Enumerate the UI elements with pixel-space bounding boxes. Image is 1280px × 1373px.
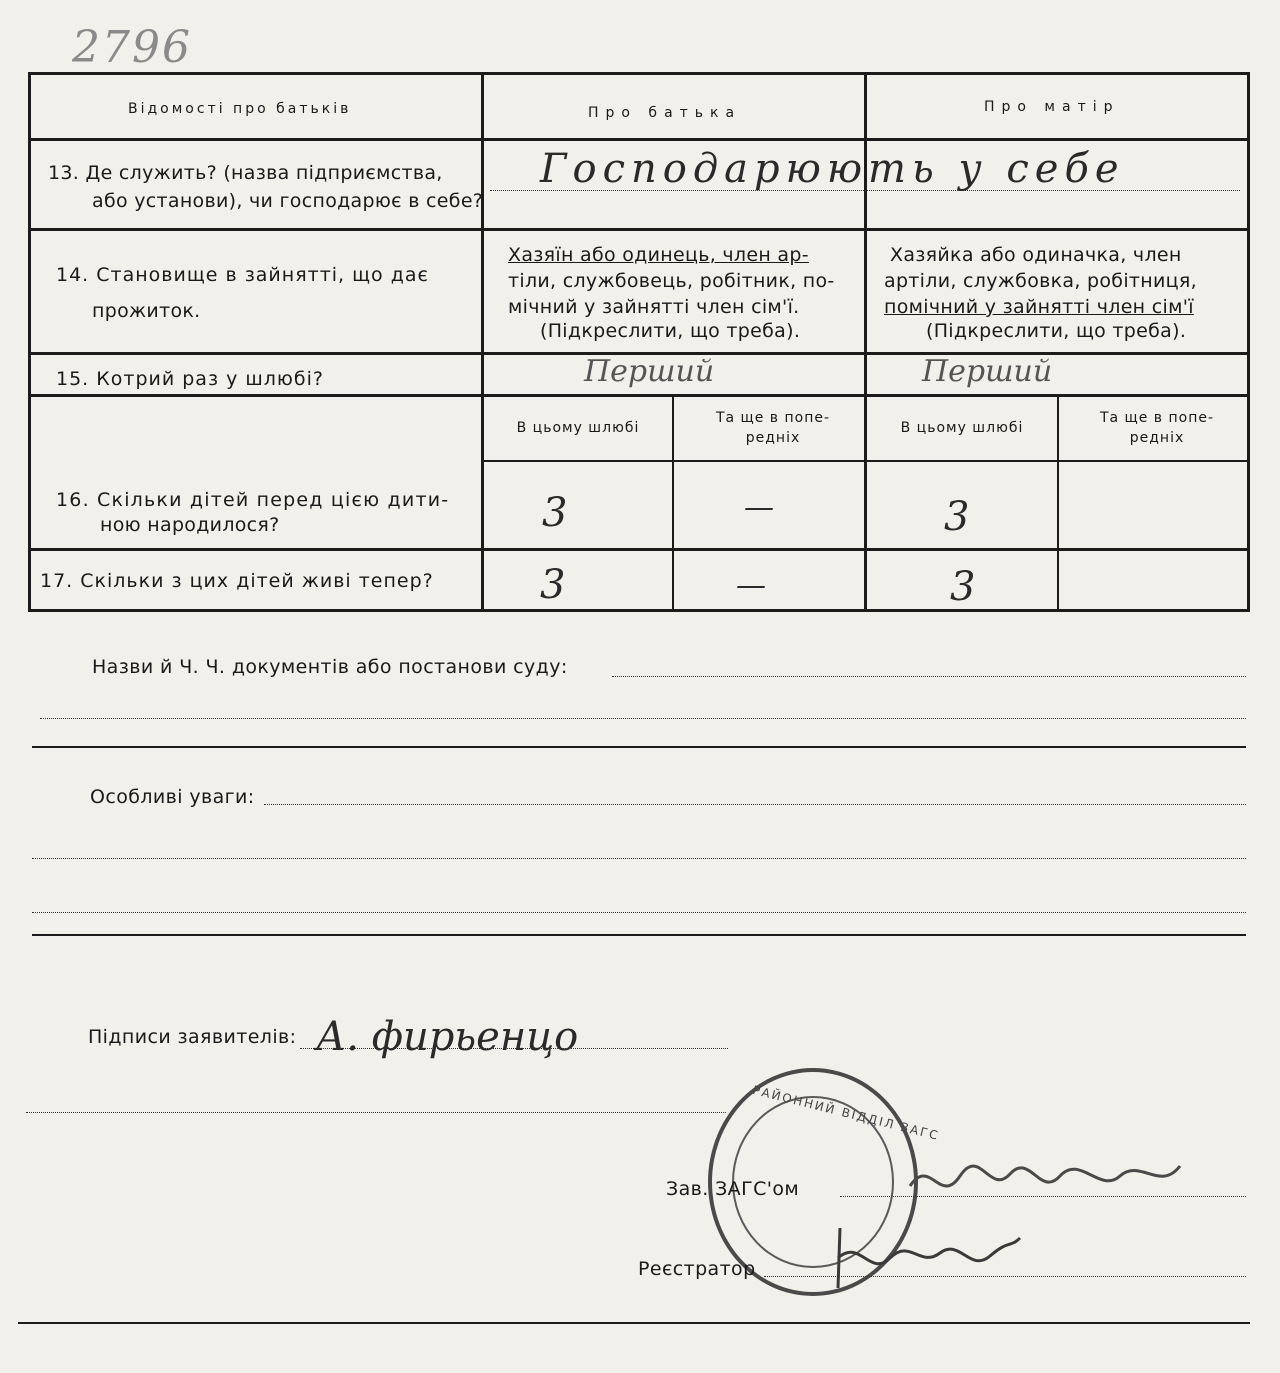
remarks-line-3 [32, 912, 1246, 913]
row15-father-value: Перший [584, 354, 715, 389]
row13-label-2: або установи), чи господарює в себе? [92, 190, 484, 212]
row13-label-1: 13. Де служить? (назва підприємства, [48, 162, 443, 184]
registrar-label: Реєстратор [638, 1258, 756, 1280]
father-occupation-1 [508, 242, 809, 269]
row15-mother-value: Перший [922, 354, 1053, 389]
father-sub-previous-2: редніх [745, 430, 801, 446]
header-info: Відомості про батьків [128, 101, 352, 117]
table-divider [1057, 394, 1059, 612]
registrar-signature [820, 1208, 1040, 1298]
signatures-line-2 [26, 1112, 726, 1113]
remarks-rule [32, 934, 1246, 936]
row17-label: 17. Скільки з цих дітей живі тепер? [40, 570, 434, 592]
table-divider [484, 460, 1250, 462]
remarks-label: Особливі уваги: [90, 786, 255, 808]
row17-father-current: 3 [540, 562, 566, 608]
mother-sub-previous-1: Та ще в попе- [1099, 410, 1215, 426]
mother-occupation-1: Хазяйка або одиначка, член [890, 244, 1182, 266]
mother-sub-previous-2: редніх [1129, 430, 1185, 446]
bottom-rule [18, 1322, 1250, 1324]
table-divider [28, 138, 1250, 141]
table-divider [28, 228, 1250, 231]
mother-occupation-2: артіли, службовка, робітниця, [884, 270, 1197, 292]
father-occupation-3: мічний у зайнятті член сім'ї. [508, 296, 800, 318]
table-divider [672, 394, 674, 612]
documents-label: Назви й Ч. Ч. документів або постанови суду: [92, 656, 568, 678]
row16-label-1: 16. Скільки дітей перед цією дити- [56, 489, 450, 511]
father-sub-previous-1: Та ще в попе- [715, 410, 831, 426]
table-divider [28, 548, 1250, 551]
remarks-line-1 [264, 804, 1246, 805]
father-occupation-2: тіли, службовець, робітник, по- [508, 270, 835, 292]
header-mother: Про матір [984, 99, 1120, 115]
row14-label-2: прожиток. [92, 300, 201, 322]
row17-mother-current: 3 [950, 564, 976, 610]
applicant-signature: А. фирьенцо [316, 1014, 579, 1060]
signatures-label: Підписи заявителів: [88, 1026, 297, 1048]
zags-head-signature [900, 1146, 1200, 1216]
row16-mother-current: 3 [944, 494, 970, 540]
header-father: Про батька [588, 105, 742, 121]
archive-number: 2796 [72, 22, 192, 73]
remarks-line-2 [32, 858, 1246, 859]
father-occupation-selected: Хазяїн або одинець, член ар- [508, 244, 809, 266]
row16-father-current: 3 [542, 490, 568, 536]
mother-occupation-selected: помічний у зайнятті член сім'ї [884, 296, 1194, 318]
row15-label: 15. Котрий раз у шлюбі? [56, 368, 324, 390]
documents-rule [32, 746, 1246, 748]
stamp-text: РАЙОННИЙ ВІДДІЛ ЗАГС [751, 1082, 942, 1144]
mother-occupation-4: (Підкреслити, що треба). [926, 320, 1187, 342]
father-occupation-4: (Підкреслити, що треба). [540, 320, 801, 342]
row13-handwritten: Господарюють у себе [540, 146, 1125, 192]
table-divider [28, 394, 1250, 397]
documents-line-2 [40, 718, 1246, 719]
father-sub-current: В цьому шлюбі [516, 420, 640, 436]
mother-sub-current: В цьому шлюбі [900, 420, 1024, 436]
mother-occupation-3 [884, 294, 1194, 321]
zags-head-label: Зав. ЗАГС'ом [666, 1178, 800, 1200]
documents-line-1 [612, 676, 1246, 677]
row16-label-2: ною народилося? [100, 514, 280, 536]
row17-father-previous: — [736, 568, 766, 603]
row16-father-previous: — [744, 490, 774, 525]
table-divider [481, 72, 484, 612]
row14-label-1: 14. Становище в зайнятті, що дає [56, 264, 429, 286]
